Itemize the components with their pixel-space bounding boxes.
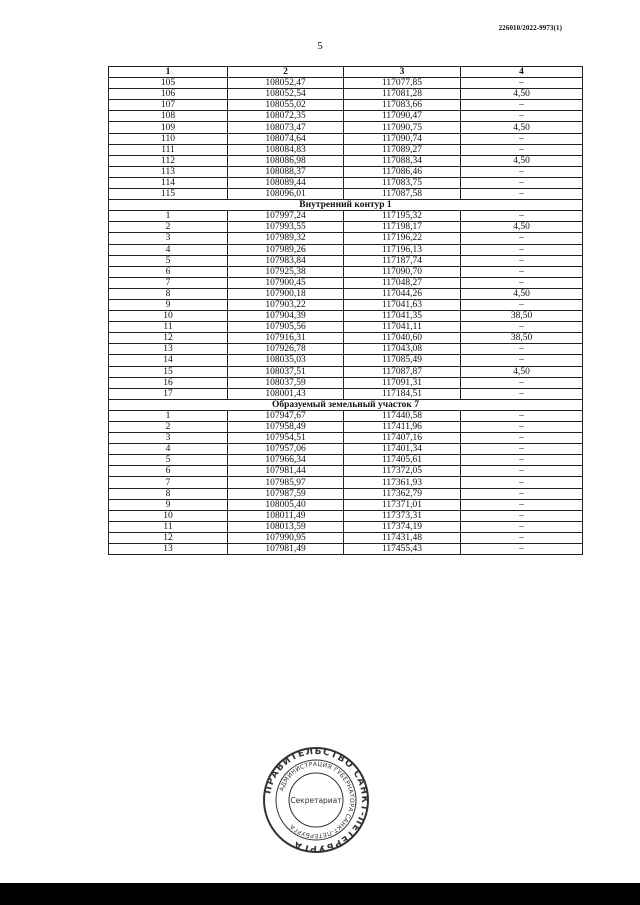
y-coordinate-cell: 117407,16 — [344, 433, 461, 444]
point-number-cell: 106 — [109, 89, 228, 100]
accuracy-cell: 4,50 — [461, 288, 583, 299]
y-coordinate-cell: 117041,35 — [344, 311, 461, 322]
point-number-cell: 1 — [109, 211, 228, 222]
y-coordinate-cell: 117087,58 — [344, 189, 461, 200]
accuracy-cell: – — [461, 455, 583, 466]
x-coordinate-cell: 107993,55 — [228, 222, 344, 233]
table-row — [109, 311, 583, 322]
table-row — [109, 532, 583, 543]
table-row — [109, 266, 583, 277]
bottom-black-bar — [0, 883, 640, 905]
column-header: 2 — [228, 67, 344, 78]
x-coordinate-cell: 107926,78 — [228, 344, 344, 355]
x-coordinate-cell: 107985,97 — [228, 477, 344, 488]
point-number-cell: 6 — [109, 266, 228, 277]
x-coordinate-cell: 107903,22 — [228, 299, 344, 310]
accuracy-cell: – — [461, 133, 583, 144]
table-row — [109, 322, 583, 333]
y-coordinate-cell: 117090,47 — [344, 111, 461, 122]
accuracy-cell: – — [461, 544, 583, 555]
point-number-cell: 105 — [109, 78, 228, 89]
accuracy-cell: – — [461, 521, 583, 532]
x-coordinate-cell: 107989,26 — [228, 244, 344, 255]
y-coordinate-cell: 117041,63 — [344, 299, 461, 310]
x-coordinate-cell: 108013,59 — [228, 521, 344, 532]
point-number-cell: 17 — [109, 388, 228, 399]
section-title-row — [109, 399, 583, 410]
table-row — [109, 444, 583, 455]
point-number-cell: 14 — [109, 355, 228, 366]
point-number-cell: 7 — [109, 277, 228, 288]
y-coordinate-cell: 117089,27 — [344, 144, 461, 155]
point-number-cell: 1 — [109, 410, 228, 421]
accuracy-cell: – — [461, 299, 583, 310]
table-row — [109, 455, 583, 466]
y-coordinate-cell: 117371,01 — [344, 499, 461, 510]
point-number-cell: 9 — [109, 299, 228, 310]
accuracy-cell: – — [461, 244, 583, 255]
point-number-cell: 113 — [109, 166, 228, 177]
point-number-cell: 109 — [109, 122, 228, 133]
point-number-cell: 107 — [109, 100, 228, 111]
accuracy-cell: – — [461, 211, 583, 222]
accuracy-cell: – — [461, 111, 583, 122]
y-coordinate-cell: 117455,43 — [344, 544, 461, 555]
y-coordinate-cell: 117081,28 — [344, 89, 461, 100]
accuracy-cell: 4,50 — [461, 89, 583, 100]
point-number-cell: 15 — [109, 366, 228, 377]
accuracy-cell: – — [461, 322, 583, 333]
x-coordinate-cell: 108084,83 — [228, 144, 344, 155]
x-coordinate-cell: 107983,84 — [228, 255, 344, 266]
table-row — [109, 333, 583, 344]
y-coordinate-cell: 117431,48 — [344, 532, 461, 543]
point-number-cell: 16 — [109, 377, 228, 388]
y-coordinate-cell: 117083,66 — [344, 100, 461, 111]
table-row — [109, 211, 583, 222]
y-coordinate-cell: 117196,22 — [344, 233, 461, 244]
y-coordinate-cell: 117195,32 — [344, 211, 461, 222]
table-row — [109, 122, 583, 133]
table-row — [109, 377, 583, 388]
y-coordinate-cell: 117373,31 — [344, 510, 461, 521]
x-coordinate-cell: 107957,06 — [228, 444, 344, 455]
point-number-cell: 7 — [109, 477, 228, 488]
y-coordinate-cell: 117085,49 — [344, 355, 461, 366]
x-coordinate-cell: 108055,02 — [228, 100, 344, 111]
table-row — [109, 366, 583, 377]
accuracy-cell: 38,50 — [461, 333, 583, 344]
point-number-cell: 5 — [109, 255, 228, 266]
x-coordinate-cell: 108096,01 — [228, 189, 344, 200]
accuracy-cell: – — [461, 177, 583, 188]
accuracy-cell: – — [461, 499, 583, 510]
accuracy-cell: – — [461, 78, 583, 89]
y-coordinate-cell: 117043,08 — [344, 344, 461, 355]
svg-text:Секретариат: Секретариат — [290, 796, 342, 805]
point-number-cell: 114 — [109, 177, 228, 188]
y-coordinate-cell: 117041,11 — [344, 322, 461, 333]
point-number-cell: 12 — [109, 333, 228, 344]
accuracy-cell: – — [461, 532, 583, 543]
table-row — [109, 410, 583, 421]
x-coordinate-cell: 107900,18 — [228, 288, 344, 299]
section-title: Образуемый земельный участок 7 — [109, 399, 583, 410]
y-coordinate-cell: 117086,46 — [344, 166, 461, 177]
table-row — [109, 422, 583, 433]
accuracy-cell: – — [461, 433, 583, 444]
x-coordinate-cell: 108037,51 — [228, 366, 344, 377]
point-number-cell: 3 — [109, 433, 228, 444]
point-number-cell: 11 — [109, 322, 228, 333]
point-number-cell: 13 — [109, 544, 228, 555]
table-row — [109, 155, 583, 166]
accuracy-cell: – — [461, 377, 583, 388]
x-coordinate-cell: 107916,31 — [228, 333, 344, 344]
accuracy-cell: – — [461, 422, 583, 433]
section-title-row — [109, 200, 583, 211]
table-row — [109, 510, 583, 521]
x-coordinate-cell: 108035,03 — [228, 355, 344, 366]
point-number-cell: 12 — [109, 532, 228, 543]
table-row — [109, 133, 583, 144]
x-coordinate-cell: 107904,39 — [228, 311, 344, 322]
point-number-cell: 2 — [109, 222, 228, 233]
y-coordinate-cell: 117090,74 — [344, 133, 461, 144]
x-coordinate-cell: 108005,40 — [228, 499, 344, 510]
accuracy-cell: – — [461, 388, 583, 399]
point-number-cell: 2 — [109, 422, 228, 433]
y-coordinate-cell: 117187,74 — [344, 255, 461, 266]
y-coordinate-cell: 117198,17 — [344, 222, 461, 233]
accuracy-cell: – — [461, 266, 583, 277]
table-row — [109, 544, 583, 555]
x-coordinate-cell: 107981,44 — [228, 466, 344, 477]
point-number-cell: 9 — [109, 499, 228, 510]
point-number-cell: 110 — [109, 133, 228, 144]
table-row — [109, 111, 583, 122]
y-coordinate-cell: 117087,87 — [344, 366, 461, 377]
y-coordinate-cell: 117088,34 — [344, 155, 461, 166]
table-row — [109, 355, 583, 366]
table-row — [109, 288, 583, 299]
accuracy-cell: – — [461, 477, 583, 488]
y-coordinate-cell: 117440,58 — [344, 410, 461, 421]
table-row — [109, 144, 583, 155]
x-coordinate-cell: 108037,59 — [228, 377, 344, 388]
point-number-cell: 8 — [109, 288, 228, 299]
table-row — [109, 78, 583, 89]
y-coordinate-cell: 117405,61 — [344, 455, 461, 466]
x-coordinate-cell: 108001,43 — [228, 388, 344, 399]
table-row — [109, 344, 583, 355]
x-coordinate-cell: 107905,56 — [228, 322, 344, 333]
table-row — [109, 255, 583, 266]
accuracy-cell: 4,50 — [461, 122, 583, 133]
accuracy-cell: – — [461, 166, 583, 177]
point-number-cell: 115 — [109, 189, 228, 200]
accuracy-cell: – — [461, 233, 583, 244]
y-coordinate-cell: 117090,70 — [344, 266, 461, 277]
point-number-cell: 112 — [109, 155, 228, 166]
document-number: 226010/2022-9973(1) — [498, 24, 562, 32]
table-row — [109, 100, 583, 111]
page-number: 5 — [317, 40, 323, 52]
x-coordinate-cell: 107954,51 — [228, 433, 344, 444]
x-coordinate-cell: 107990,95 — [228, 532, 344, 543]
accuracy-cell: 4,50 — [461, 155, 583, 166]
y-coordinate-cell: 117401,34 — [344, 444, 461, 455]
table-row — [109, 189, 583, 200]
x-coordinate-cell: 107947,67 — [228, 410, 344, 421]
column-header: 3 — [344, 67, 461, 78]
table-row — [109, 222, 583, 233]
accuracy-cell: 38,50 — [461, 311, 583, 322]
x-coordinate-cell: 107989,32 — [228, 233, 344, 244]
table-row — [109, 166, 583, 177]
x-coordinate-cell: 107925,38 — [228, 266, 344, 277]
y-coordinate-cell: 117048,27 — [344, 277, 461, 288]
y-coordinate-cell: 117374,19 — [344, 521, 461, 532]
accuracy-cell: 4,50 — [461, 222, 583, 233]
point-number-cell: 3 — [109, 233, 228, 244]
x-coordinate-cell: 107900,45 — [228, 277, 344, 288]
y-coordinate-cell: 117361,93 — [344, 477, 461, 488]
point-number-cell: 108 — [109, 111, 228, 122]
accuracy-cell: – — [461, 144, 583, 155]
y-coordinate-cell: 117090,75 — [344, 122, 461, 133]
point-number-cell: 5 — [109, 455, 228, 466]
x-coordinate-cell: 108086,98 — [228, 155, 344, 166]
table-row — [109, 488, 583, 499]
svg-text:АДМИНИСТРАЦИЯ ГУБЕРНАТОРА САНК: АДМИНИСТРАЦИЯ ГУБЕРНАТОРА САНКТ-ПЕТЕРБУРГА — [278, 760, 356, 840]
point-number-cell: 11 — [109, 521, 228, 532]
x-coordinate-cell: 108052,54 — [228, 89, 344, 100]
table-row — [109, 521, 583, 532]
x-coordinate-cell: 108089,44 — [228, 177, 344, 188]
x-coordinate-cell: 108052,47 — [228, 78, 344, 89]
y-coordinate-cell: 117083,75 — [344, 177, 461, 188]
y-coordinate-cell: 117362,79 — [344, 488, 461, 499]
table-row — [109, 477, 583, 488]
point-number-cell: 6 — [109, 466, 228, 477]
section-title: Внутренний контур 1 — [109, 200, 583, 211]
table-row — [109, 233, 583, 244]
accuracy-cell: – — [461, 466, 583, 477]
accuracy-cell: – — [461, 410, 583, 421]
y-coordinate-cell: 117040,60 — [344, 333, 461, 344]
x-coordinate-cell: 107966,34 — [228, 455, 344, 466]
table-row — [109, 433, 583, 444]
y-coordinate-cell: 117196,13 — [344, 244, 461, 255]
accuracy-cell: – — [461, 355, 583, 366]
x-coordinate-cell: 108072,35 — [228, 111, 344, 122]
accuracy-cell: – — [461, 488, 583, 499]
y-coordinate-cell: 117091,31 — [344, 377, 461, 388]
y-coordinate-cell: 117411,96 — [344, 422, 461, 433]
x-coordinate-cell: 108074,64 — [228, 133, 344, 144]
table-row — [109, 388, 583, 399]
accuracy-cell: – — [461, 510, 583, 521]
point-number-cell: 10 — [109, 311, 228, 322]
table-row — [109, 177, 583, 188]
x-coordinate-cell: 107997,24 — [228, 211, 344, 222]
x-coordinate-cell: 108073,47 — [228, 122, 344, 133]
table-header-row — [109, 67, 583, 78]
coordinates-table — [108, 66, 583, 555]
point-number-cell: 13 — [109, 344, 228, 355]
accuracy-cell: – — [461, 444, 583, 455]
column-header: 4 — [461, 67, 583, 78]
y-coordinate-cell: 117184,51 — [344, 388, 461, 399]
accuracy-cell: – — [461, 277, 583, 288]
accuracy-cell: – — [461, 255, 583, 266]
svg-text:ПРАВИТЕЛЬСТВО САНКТ-ПЕТЕРБУРГА: ПРАВИТЕЛЬСТВО САНКТ-ПЕТЕРБУРГА — [263, 746, 370, 854]
table-row — [109, 466, 583, 477]
table-row — [109, 244, 583, 255]
x-coordinate-cell: 107981,49 — [228, 544, 344, 555]
point-number-cell: 111 — [109, 144, 228, 155]
table-row — [109, 499, 583, 510]
y-coordinate-cell: 117077,85 — [344, 78, 461, 89]
y-coordinate-cell: 117372,05 — [344, 466, 461, 477]
x-coordinate-cell: 108011,49 — [228, 510, 344, 521]
point-number-cell: 4 — [109, 444, 228, 455]
table-row — [109, 299, 583, 310]
table-row — [109, 89, 583, 100]
table-row — [109, 277, 583, 288]
x-coordinate-cell: 107987,59 — [228, 488, 344, 499]
official-seal-stamp — [262, 746, 370, 854]
accuracy-cell: 4,50 — [461, 366, 583, 377]
column-header: 1 — [109, 67, 228, 78]
point-number-cell: 8 — [109, 488, 228, 499]
accuracy-cell: – — [461, 100, 583, 111]
accuracy-cell: – — [461, 189, 583, 200]
point-number-cell: 4 — [109, 244, 228, 255]
y-coordinate-cell: 117044,26 — [344, 288, 461, 299]
point-number-cell: 10 — [109, 510, 228, 521]
accuracy-cell: – — [461, 344, 583, 355]
x-coordinate-cell: 108088,37 — [228, 166, 344, 177]
x-coordinate-cell: 107958,49 — [228, 422, 344, 433]
